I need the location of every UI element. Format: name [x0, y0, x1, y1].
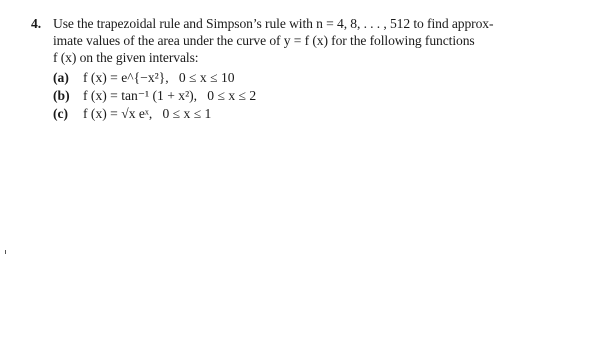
part-c-label: (c) — [53, 105, 69, 121]
part-a-label: (a) — [53, 69, 69, 85]
problem-line-2: imate values of the area under the curve of y = f (x) for the following functions — [53, 33, 475, 48]
part-c — [53, 104, 597, 122]
problem-number: 4. — [31, 16, 42, 31]
part-a-expression: f (x) = e^{−x²}, 0 ≤ x ≤ 10 — [83, 69, 235, 85]
problem-text — [53, 15, 597, 66]
part-c-expression: f (x) = √x eˣ, 0 ≤ x ≤ 1 — [83, 105, 212, 121]
problem-parts — [53, 68, 597, 122]
part-b-expression: f (x) = tan⁻¹ (1 + x²), 0 ≤ x ≤ 2 — [83, 87, 257, 103]
problem-4 — [31, 15, 597, 122]
part-b-label: (b) — [53, 87, 70, 103]
problem-statement — [31, 15, 597, 66]
problem-line-1: Use the trapezoidal rule and Simpson’s rule with n = 4, 8, . . . , 512 to find approx- — [53, 16, 494, 31]
problem-line-3: f (x) on the given intervals: — [53, 50, 199, 65]
part-a — [53, 68, 597, 86]
part-b — [53, 86, 597, 104]
stray-mark — [5, 250, 6, 254]
